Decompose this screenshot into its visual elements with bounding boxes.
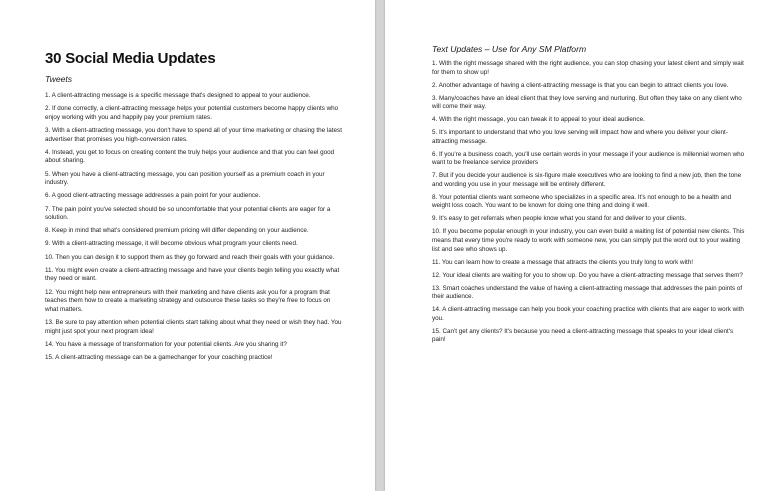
list-item: 9. With a client-attracting message, it will become obvious what program your clients need. xyxy=(45,240,298,248)
list-item: 3. Many/coaches have an ideal client that they love serving and nurturing. But often they take on any client who will come their way. xyxy=(432,94,742,111)
tweets-list xyxy=(45,92,345,363)
list-item: 2. Another advantage of having a client-attracting message is that you can begin to attract clients you love. xyxy=(432,81,729,89)
section-heading-tweets: Tweets xyxy=(45,74,73,84)
list-item: 9. It's easy to get referrals when people know what you stand for and deliver to your clients. xyxy=(432,215,687,223)
list-item: 14. You have a message of transformation for your potential clients. Are you sharing it? xyxy=(45,340,287,348)
list-item: 7. The pain point you've selected should be so uncomfortable that your potential clients are eager for a solution. xyxy=(45,205,331,222)
document-title: 30 Social Media Updates xyxy=(45,50,216,67)
list-item: 11. You can learn how to create a message that attracts the clients you truly long to work with! xyxy=(432,258,693,266)
list-item: 4. With the right message, you can tweak it to appeal to your ideal audience. xyxy=(432,116,645,124)
list-item: 6. A good client-attracting message addresses a pain point for your audience. xyxy=(45,192,261,200)
list-item: 15. A client-attracting message can be a gamechanger for your coaching practice! xyxy=(45,353,273,361)
list-item: 7. But if you decide your audience is six-figure male executives who are looking to find a new job, then the tone and wording you use in your message will be entirely different. xyxy=(432,172,742,188)
document-page-left xyxy=(0,0,375,491)
section-heading-text-updates: Text Updates – Use for Any SM Platform xyxy=(432,44,587,54)
list-item: 12. Your ideal clients are waiting for you to show up. Do you have a client-attracting message that serves them? xyxy=(432,271,743,279)
list-item: 11. You might even create a client-attracting message and have your clients begin telling you exactly what they need or want. xyxy=(45,266,340,283)
list-item: 8. Keep in mind that what's considered premium pricing will differ depending on your audience. xyxy=(45,227,309,235)
list-item: 2. If done correctly, a client-attracting message helps your potential customers become happy clients who enjoy working with you and happily pay your premium rates. xyxy=(45,105,339,121)
list-item: 8. Your potential clients want someone who specializes in a specific area. It's not enough to be a health and weight loss coach. You want to be known for doing one thing and doing it well. xyxy=(432,193,732,210)
list-item: 4. Instead, you get to focus on creating content the truly helps your audience and that you can feel good about sharing. xyxy=(45,148,335,165)
list-item: 1. A client-attracting message is a specific message that's designed to appeal to your audience. xyxy=(45,92,311,99)
list-item: 14. A client-attracting message can help you book your coaching practice with clients that are eager to work with you. xyxy=(432,306,744,322)
list-item: 10. If you become popular enough in your industry, you can even build a waiting list of potential new clients. This means that every time you're ready to work with someone new, you can simply put the word out to your waiting list and see who shows up. xyxy=(432,228,745,253)
list-item: 3. With a client-attracting message, you don't have to spend all of your time marketing or chasing the latest advertiser that promises you high-conversion rates. xyxy=(45,126,342,143)
list-item: 6. If you're a business coach, you'll use certain words in your message if your audience is millennial women who want to be freelance service providers xyxy=(432,150,745,167)
list-item: 1. With the right message shared with the right audience, you can stop chasing your latest client and simply wait for them to show up! xyxy=(432,60,744,76)
list-item: 10. Then you can design it to support them as they go forward and reach their goals with your guidance. xyxy=(45,253,335,261)
list-item: 13. Be sure to pay attention when potential clients start talking about what they need or wish they had. You might just spot your next program idea! xyxy=(45,319,342,335)
list-item: 5. When you have a client-attracting message, you can position yourself as a premium coach in your industry. xyxy=(45,170,325,187)
text-updates-list xyxy=(432,60,748,345)
list-item: 13. Smart coaches understand the value of having a client-attracting message that addresses the pain points of their audience. xyxy=(432,284,743,301)
list-item: 15. Can't get any clients? It's because you need a client-attracting message that speaks to your ideal client's pain! xyxy=(432,327,734,344)
document-page-right xyxy=(385,0,768,491)
list-item: 12. You might help new entrepreneurs with their marketing and have clients ask you for a program that teaches them how to create a marketing strategy and outsource these tasks so they're free to focus on what matters. xyxy=(45,288,331,313)
list-item: 5. It's important to understand that who you love serving will impact how and where you deliver your client-attracting message. xyxy=(432,129,728,145)
